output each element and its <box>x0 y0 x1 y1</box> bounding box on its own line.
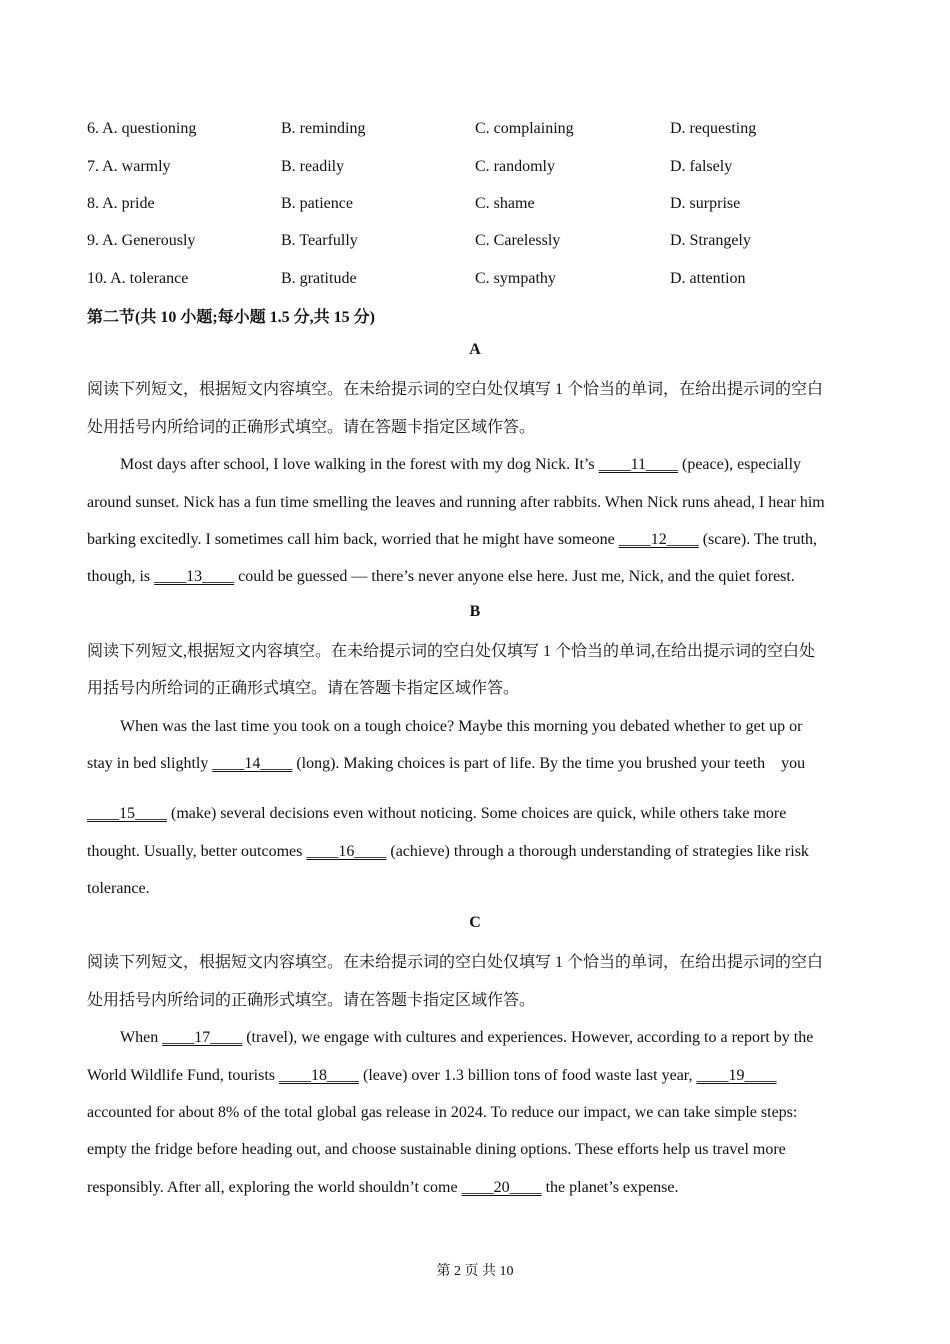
blank-17[interactable]: ____17____ <box>162 1029 243 1046</box>
section-a-instruction-2: 处用括号内所给词的正确形式填空。请在答题卡指定区域作答。 <box>87 419 536 436</box>
blank-16[interactable]: ____16____ <box>306 843 387 860</box>
passage-a-line-2: around sunset. Nick has a fun time smelling the leaves and running after rabbits. When Nick runs ahead, I hear him <box>87 494 825 511</box>
option-a: 9. A. Generously <box>87 232 196 249</box>
passage-a-line-1 <box>120 453 801 477</box>
text: (leave) over 1.3 billion tons of food waste last year, <box>359 1067 697 1084</box>
option-a: 8. A. pride <box>87 195 155 212</box>
blank-12[interactable]: ____12____ <box>618 531 699 548</box>
passage-b-line-1: When was the last time you took on a tough choice? Maybe this morning you debated whether to get up or <box>120 718 803 735</box>
section-a-instruction-1: 阅读下列短文，根据短文内容填空。在未给提示词的空白处仅填写 1 个恰当的单词，在给出提示词的空白 <box>87 381 824 398</box>
option-d: D. requesting <box>670 120 757 137</box>
passage-c-line-3: accounted for about 8% of the total global gas release in 2024. To reduce our impact, we can take simple steps: <box>87 1104 798 1121</box>
text: the planet’s expense. <box>541 1179 679 1196</box>
blank-19[interactable]: ____19____ <box>696 1067 777 1084</box>
section-b-label: B <box>469 603 481 620</box>
page-footer: 第 2 页 共 10 <box>436 1264 514 1279</box>
passage-c-line-4: empty the fridge before heading out, and choose sustainable dining options. These efforts help us travel more <box>87 1141 786 1158</box>
option-b: B. readily <box>281 158 345 175</box>
option-b: B. patience <box>281 195 353 212</box>
text: thought. Usually, better outcomes <box>87 843 307 860</box>
passage-b-line-3 <box>87 802 786 826</box>
passage-b-line-4 <box>87 840 809 864</box>
option-c: C. randomly <box>475 158 555 175</box>
blank-11[interactable]: ____11____ <box>598 456 678 473</box>
blank-14[interactable]: ____14____ <box>212 755 293 772</box>
section-b-instruction-2: 用括号内所给词的正确形式填空。请在答题卡指定区域作答。 <box>87 680 520 697</box>
option-b: B. reminding <box>281 120 366 137</box>
section-a-label: A <box>469 341 481 358</box>
option-a: 10. A. tolerance <box>87 270 189 287</box>
section-c-instruction-1: 阅读下列短文，根据短文内容填空。在未给提示词的空白处仅填写 1 个恰当的单词，在给出提示词的空白 <box>87 954 824 971</box>
passage-c-line-2 <box>87 1064 776 1088</box>
option-a: 6. A. questioning <box>87 120 197 137</box>
text: (travel), we engage with cultures and experiences. However, according to a report by the <box>242 1029 814 1046</box>
passage-c-line-5 <box>87 1176 678 1200</box>
text: When <box>120 1029 163 1046</box>
section-c-label: C <box>469 914 481 931</box>
text: Most days after school, I love walking in the forest with my dog Nick. It’s <box>120 456 599 473</box>
option-b: B. gratitude <box>281 270 357 287</box>
option-c: C. Carelessly <box>475 232 561 249</box>
blank-20[interactable]: ____20____ <box>461 1179 542 1196</box>
option-d: D. attention <box>670 270 746 287</box>
text: (achieve) through a thorough understanding of strategies like risk <box>386 843 809 860</box>
text: could be guessed — there’s never anyone else here. Just me, Nick, and the quiet forest. <box>234 568 795 585</box>
passage-b-line-5: tolerance. <box>87 880 150 897</box>
passage-a-line-4 <box>87 565 795 589</box>
option-row-8 <box>0 192 950 216</box>
text: though, is <box>87 568 155 585</box>
option-d: D. falsely <box>670 158 733 175</box>
option-row-7 <box>0 155 950 179</box>
text: stay in bed slightly <box>87 755 213 772</box>
option-row-9 <box>0 229 950 253</box>
option-c: C. shame <box>475 195 535 212</box>
text: (make) several decisions even without noticing. Some choices are quick, while others take more <box>167 805 787 822</box>
text: (scare). The truth, <box>698 531 818 548</box>
option-row-10 <box>0 267 950 291</box>
text: barking excitedly. I sometimes call him back, worried that he might have someone <box>87 531 619 548</box>
section-b-instruction-1: 阅读下列短文,根据短文内容填空。在未给提示词的空白处仅填写 1 个恰当的单词,在给出提示词的空白处 <box>87 643 816 660</box>
blank-15[interactable]: ____15____ <box>87 805 167 822</box>
option-c: C. sympathy <box>475 270 556 287</box>
text: (peace), especially <box>678 456 802 473</box>
blank-18[interactable]: ____18____ <box>279 1067 359 1084</box>
blank-13[interactable]: ____13____ <box>154 568 235 585</box>
option-a: 7. A. warmly <box>87 158 171 175</box>
passage-b-line-2 <box>87 752 805 776</box>
text: World Wildlife Fund, tourists <box>87 1067 279 1084</box>
option-d: D. surprise <box>670 195 741 212</box>
passage-a-line-3 <box>87 528 817 552</box>
option-b: B. Tearfully <box>281 232 358 249</box>
text: responsibly. After all, exploring the world shouldn’t come <box>87 1179 462 1196</box>
option-d: D. Strangely <box>670 232 751 249</box>
section-c-instruction-2: 处用括号内所给词的正确形式填空。请在答题卡指定区域作答。 <box>87 992 536 1009</box>
text: (long). Making choices is part of life. By the time you brushed your teeth you <box>292 755 806 772</box>
section-heading: 第二节(共 10 小题;每小题 1.5 分,共 15 分) <box>87 309 375 326</box>
option-row-6 <box>0 117 950 141</box>
passage-c-line-1 <box>120 1026 813 1050</box>
option-c: C. complaining <box>475 120 574 137</box>
